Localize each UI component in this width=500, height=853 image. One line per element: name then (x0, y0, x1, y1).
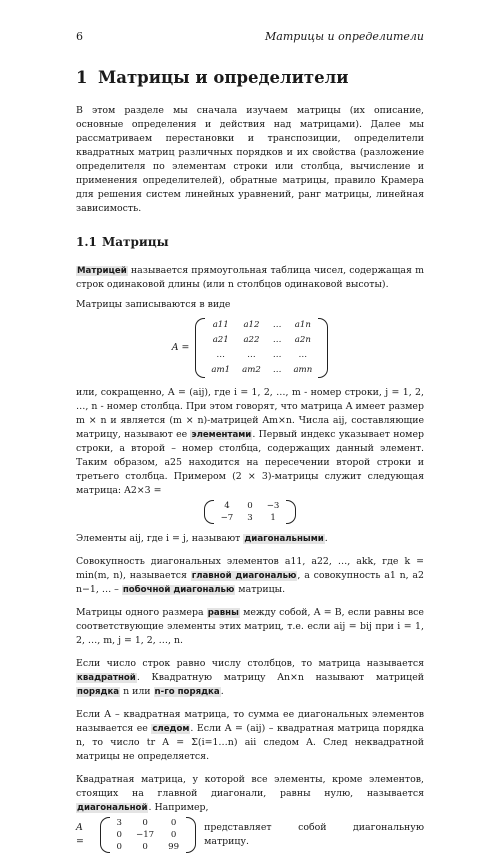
section-heading (76, 234, 424, 250)
matrix-row (205, 348, 318, 363)
diag-tail: представляет собой диагональную матрицу. (204, 822, 424, 847)
matrix-cell: a11 (212, 320, 229, 330)
matrix-row (205, 318, 318, 333)
page-body (76, 62, 424, 853)
text-run: Квадратная матрица, у которой все элементы, кроме элементов, стоящих на главной диагонали, равны нулю, называется (76, 774, 424, 799)
right-paren (286, 500, 296, 524)
text-run: , а совокупность a1 n, a2 n−1, … – (76, 570, 424, 595)
general-matrix-table (205, 318, 318, 378)
matrix-cell: … (247, 350, 256, 360)
matrix-cell: amn (293, 365, 313, 375)
chapter-title: Матрицы и определители (98, 68, 349, 87)
right-paren (186, 817, 196, 853)
matrix-cell: 3 (247, 513, 253, 523)
diagonal-matrix-table (110, 817, 187, 853)
general-matrix-display (76, 318, 424, 378)
text-run: матрицы. (235, 584, 286, 595)
text-run: . Если A = (aij) – квадратная матрица порядка n, то число (76, 723, 424, 748)
term-order: порядка (77, 687, 120, 697)
text-run: . (220, 686, 224, 697)
matrix-label: A = (171, 342, 190, 353)
chapter-number: 1 (76, 68, 88, 87)
matrix-cell: a22 (243, 335, 260, 345)
term-elements: элементами (191, 430, 252, 440)
text-run: n или (120, 686, 154, 697)
square-matrix-paragraph (76, 655, 424, 699)
diagonal-matrix-display (76, 817, 424, 853)
equal-matrices-paragraph (76, 604, 424, 648)
page-number: 6 (76, 30, 83, 43)
term-matrix: Матрицей (77, 266, 127, 276)
matrix-cell: −17 (136, 830, 155, 840)
example-matrix (204, 500, 297, 524)
running-header (76, 30, 424, 44)
term-diagonal: диагональной (77, 803, 148, 813)
left-paren (195, 318, 205, 378)
term-trace: следом (152, 724, 190, 734)
chapter-intro: В этом разделе мы сначала изучаем матрицы (их описание, основные определения и действия над матрицами). Далее мы рассматриваем перестановки и транспозиции, определители квадратных матриц различных порядков и их свойства (разложение определителя по элементам строки или столбца, вычисление и применения определителей), обратные матрицы, правило Крамера для решения систем линейных уравнений, ранг матрицы, линейная зависимость. (76, 105, 424, 214)
text-run: Элементы aij, где i = j, называют (76, 533, 244, 544)
example-matrix-table (214, 500, 287, 524)
term-secondary-diagonal: побочной диагональю (122, 585, 235, 595)
matrix-cell: … (272, 320, 282, 330)
term-main-diagonal: главной диагональю (191, 571, 297, 581)
text-run: . (324, 533, 328, 544)
matrix-cell: a1n (294, 320, 311, 330)
example-matrix-display (76, 500, 424, 524)
definition-text: называется прямоугольная таблица чисел, содержащая m строк одинаковой длины (или n столбцов одинаковой высоты). (76, 265, 424, 290)
term-equal: равны (207, 608, 239, 618)
diag-label: A = (76, 822, 84, 847)
matrix-cell: a12 (243, 320, 260, 330)
matrix-cell: am1 (211, 365, 231, 375)
matrix-cell: −3 (266, 501, 280, 511)
matrix-cell: … (298, 350, 308, 360)
section-title: Матрицы (102, 235, 169, 249)
term-nth-order: n-го порядка (154, 687, 220, 697)
text-run: Если число строк равно числу столбцов, то матрица называется (76, 658, 424, 669)
chapter-heading (76, 68, 424, 88)
matrix-row (214, 512, 287, 524)
matrix-definition (76, 264, 424, 292)
text-run: Матрицы одного размера (76, 607, 207, 618)
trace-paragraph (76, 706, 424, 764)
matrix-row (214, 500, 287, 512)
text-run: . Например, (148, 802, 209, 813)
matrix-cell: 0 (142, 842, 148, 852)
matrix-cell: 4 (224, 501, 230, 511)
section-number: 1.1 (76, 235, 97, 249)
text-run: . Квадратную матрицу An×n называют матрицей (136, 672, 424, 683)
text-run: . Первый индекс указывает номер строки, а второй – номер столбца, содержащих данный элемент. Таким образом, a25 находится на пересечении второй строки и третьего столбца. Примером (2 × 3)-матрицы служит следующая матрица: A2×3 = (76, 429, 424, 496)
matrix-notation-paragraph (76, 386, 424, 498)
matrix-row (205, 363, 318, 378)
term-square: квадратной (77, 673, 136, 683)
right-paren (318, 318, 328, 378)
matrix-cell: 3 (116, 818, 123, 828)
matrix-cell: … (272, 335, 282, 345)
matrix-row (110, 841, 187, 853)
matrix-row (110, 829, 187, 841)
main-diagonal-paragraph (76, 553, 424, 597)
matrix-cell: 0 (116, 842, 123, 852)
matrix-cell: −7 (220, 513, 234, 523)
matrix-cell: … (272, 365, 282, 375)
matrix-cell: a21 (212, 335, 229, 345)
matrix-cell: a2n (294, 335, 311, 345)
left-paren (204, 500, 214, 524)
matrix-cell: 0 (142, 818, 148, 828)
diagonal-matrix-paragraph (76, 771, 424, 815)
matrix-row (110, 817, 187, 829)
general-matrix (195, 318, 328, 378)
matrix-cell: … (216, 350, 226, 360)
trace-formula: tr A = Σ(i=1…n) aii следом A. След неквадратной матрицы не определяется. (76, 737, 425, 762)
matrix-cell: 0 (247, 501, 253, 511)
running-title: Матрицы и определители (265, 30, 424, 43)
matrix-cell: … (272, 350, 282, 360)
text-run: Если A – квадратная матрица, то сумма ее диагональных элементов называется ее (76, 709, 424, 734)
matrix-cell: 99 (168, 842, 180, 852)
matrix-cell: 0 (116, 830, 123, 840)
left-paren (100, 817, 110, 853)
matrix-cell: 1 (270, 513, 276, 523)
text-run: между собой, A = B, если равны все соответствующие элементы этих матриц, т.е. если aij = bij при i = 1, 2, …, m, j = 1, 2, …, n. (76, 607, 424, 646)
text-run: Совокупность диагональных элементов a11, a22, …, akk, где k = min(m, n), называется (76, 556, 424, 581)
diagonal-matrix (100, 817, 197, 853)
text-run: или, сокращенно, A = (aij), где i = 1, 2, …, m - номер строки, j = 1, 2, …, n - номер столбца. При этом говорят, что матрица A имеет размер m × n и является (m × n)-матрицей Am×n. Числа aij, составляющие матрицу, называют ее (76, 387, 424, 440)
matrix-cell: 0 (170, 830, 177, 840)
diagonal-elements-paragraph (76, 530, 424, 546)
matrix-row (205, 333, 318, 348)
matrix-cell: am2 (242, 365, 261, 375)
term-diagonal-elements: диагональными (244, 534, 324, 544)
matrix-cell: 0 (170, 818, 177, 828)
matrix-form-intro: Матрицы записываются в виде (76, 299, 231, 310)
